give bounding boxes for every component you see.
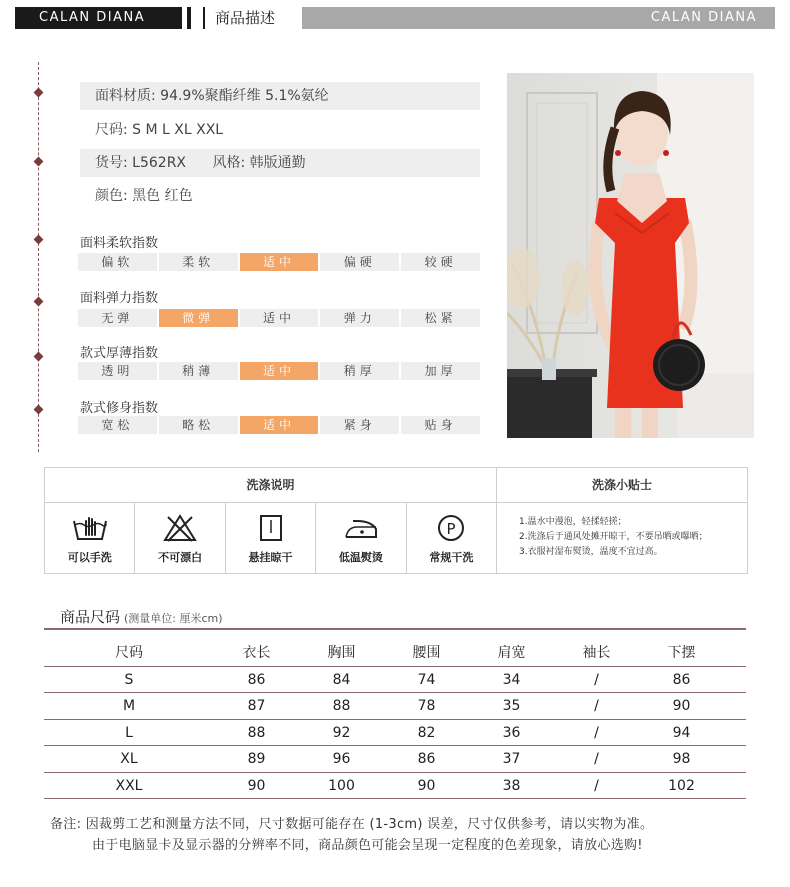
table-cell: 96 <box>332 751 351 767</box>
diamond-marker <box>34 297 44 307</box>
diamond-marker <box>34 235 44 245</box>
index-option: 柔软 <box>159 253 238 271</box>
index-option: 弹力 <box>320 309 399 327</box>
care-item <box>45 503 135 573</box>
table-cell: / <box>594 777 599 794</box>
diamond-marker <box>34 352 44 362</box>
index-option: 较硬 <box>401 253 480 271</box>
table-cell: L <box>125 724 133 741</box>
table-cell: 88 <box>332 698 351 714</box>
table-cell: 102 <box>668 777 695 794</box>
table-cell: / <box>594 751 599 767</box>
table-cell: 82 <box>417 724 436 741</box>
section-title: 商品描述 <box>215 9 276 27</box>
size-table-divider <box>44 628 746 630</box>
table-cell: S <box>124 671 134 688</box>
table-header-cell: 腰围 <box>412 645 441 661</box>
table-cell: 88 <box>247 724 266 741</box>
care-tips-list <box>497 503 747 573</box>
table-cell: / <box>594 724 599 741</box>
low-iron-icon <box>343 513 379 543</box>
table-cell: 34 <box>502 671 521 688</box>
table-cell: 87 <box>247 698 266 714</box>
softness-index-scale <box>78 253 480 271</box>
table-row <box>44 693 746 720</box>
index-option: 略松 <box>159 416 238 434</box>
diamond-marker <box>34 88 44 98</box>
brand-left-banner: CALAN DIANA <box>15 7 182 29</box>
care-item <box>226 503 316 573</box>
care-instructions-panel <box>44 467 748 574</box>
index-option: 无弹 <box>78 309 157 327</box>
table-cell: 94 <box>672 724 691 741</box>
table-cell: M <box>122 698 136 714</box>
table-header-cell: 袖长 <box>582 645 611 661</box>
thickness-index-scale <box>78 362 480 380</box>
care-tip: 3.衣服衬湿布熨烫，温度不宜过高。 <box>519 547 663 557</box>
index-option: 适中 <box>240 362 319 380</box>
spec-sizes: 尺码: S M L XL XXL <box>95 122 224 138</box>
index-option: 偏硬 <box>320 253 399 271</box>
index-option: 偏软 <box>78 253 157 271</box>
care-heading: 洗涤说明 <box>45 468 497 503</box>
size-table <box>44 640 746 799</box>
index-option: 微弹 <box>159 309 238 327</box>
fit-index-title: 款式修身指数 <box>80 401 159 416</box>
table-cell: 74 <box>417 671 436 688</box>
no-bleach-icon <box>162 513 198 543</box>
care-item <box>407 503 496 573</box>
table-cell: 100 <box>328 777 355 794</box>
svg-text:P: P <box>446 520 456 538</box>
table-cell: 84 <box>332 671 351 688</box>
softness-index-title: 面料柔软指数 <box>80 236 159 251</box>
unit-note: (测量单位: 厘米cm) <box>124 612 223 625</box>
index-option: 适中 <box>240 253 319 271</box>
index-option: 紧身 <box>320 416 399 434</box>
table-cell: XXL <box>115 777 143 794</box>
table-header-cell: 尺码 <box>115 645 143 661</box>
diamond-marker <box>34 405 44 415</box>
care-item <box>135 503 225 573</box>
decorative-line <box>38 62 39 452</box>
header-divider <box>203 7 205 29</box>
brand-right-banner: CALAN DIANA <box>302 7 775 29</box>
remark-line: 由于电脑显卡及显示器的分辨率不同，商品颜色可能会呈现一定程度的色差现象，请放心选购! <box>92 838 643 853</box>
table-cell: 90 <box>247 777 266 794</box>
table-row <box>44 773 746 800</box>
table-cell: 86 <box>417 751 436 767</box>
index-option: 贴身 <box>401 416 480 434</box>
table-cell: 98 <box>672 751 691 767</box>
care-label: 常规干洗 <box>429 551 474 564</box>
table-cell: 86 <box>247 671 266 688</box>
index-option: 稍厚 <box>320 362 399 380</box>
table-cell: 89 <box>247 751 266 767</box>
table-row <box>44 746 746 773</box>
index-option: 加厚 <box>401 362 480 380</box>
spec-item-no: 货号: L562RX <box>95 155 187 171</box>
table-cell: 37 <box>502 751 521 767</box>
care-tips-heading: 洗涤小贴士 <box>497 468 747 503</box>
care-label: 不可漂白 <box>158 551 203 564</box>
hand-wash-icon <box>72 513 108 543</box>
index-option: 稍薄 <box>159 362 238 380</box>
table-header-cell: 肩宽 <box>497 645 526 661</box>
remark-line: 备注: 因裁剪工艺和测量方法不同，尺寸数据可能存在 (1-3cm) 误差，尺寸仅供参考，请以实物为准。 <box>50 817 654 832</box>
table-cell: 90 <box>417 777 436 794</box>
table-cell: 86 <box>672 671 691 688</box>
table-row <box>44 667 746 694</box>
table-cell: / <box>594 671 599 688</box>
dry-clean-icon <box>433 513 469 543</box>
table-row <box>44 720 746 747</box>
index-option: 透明 <box>78 362 157 380</box>
spec-material: 面料材质: 94.9%聚酯纤维 5.1%氨纶 <box>80 82 480 110</box>
care-item <box>316 503 406 573</box>
table-cell: 36 <box>502 724 521 741</box>
header-divider <box>187 7 191 29</box>
table-cell: / <box>594 698 599 714</box>
elasticity-index-scale <box>78 309 480 327</box>
spec-colors: 颜色: 黑色 红色 <box>95 188 193 204</box>
table-header-cell: 衣长 <box>242 645 271 661</box>
index-option: 松紧 <box>401 309 480 327</box>
table-cell: 38 <box>502 777 521 794</box>
care-tip: 2.洗涤后于通风处摊开晾干，不要吊晒或曝晒； <box>519 532 708 542</box>
elasticity-index-title: 面料弹力指数 <box>80 291 159 306</box>
table-header-cell: 下摆 <box>667 645 696 661</box>
spec-item-style <box>80 149 480 177</box>
size-title-text: 商品尺码 <box>60 608 121 626</box>
product-photo <box>507 73 754 438</box>
fit-index-scale <box>78 416 480 434</box>
table-cell: 78 <box>417 698 436 714</box>
thickness-index-title: 款式厚薄指数 <box>80 346 159 361</box>
care-label: 低温熨烫 <box>338 551 383 564</box>
table-cell: 92 <box>332 724 351 741</box>
index-option: 适中 <box>240 309 319 327</box>
table-header-row <box>44 640 746 667</box>
table-cell: 35 <box>502 698 521 714</box>
care-tip: 1.温水中漫泡，轻揉轻搓； <box>519 517 627 527</box>
spec-style: 风格: 韩版通勤 <box>212 155 306 171</box>
index-option: 适中 <box>240 416 319 434</box>
index-option: 宽松 <box>78 416 157 434</box>
diamond-marker <box>34 157 44 167</box>
table-cell: 90 <box>672 698 691 714</box>
care-label: 可以手洗 <box>67 551 112 564</box>
size-table-title <box>60 606 223 627</box>
hang-dry-icon <box>253 513 289 543</box>
care-label: 悬挂晾干 <box>248 551 293 564</box>
care-icons-row <box>45 503 497 573</box>
table-header-cell: 胸围 <box>327 645 356 661</box>
table-cell: XL <box>120 751 138 767</box>
